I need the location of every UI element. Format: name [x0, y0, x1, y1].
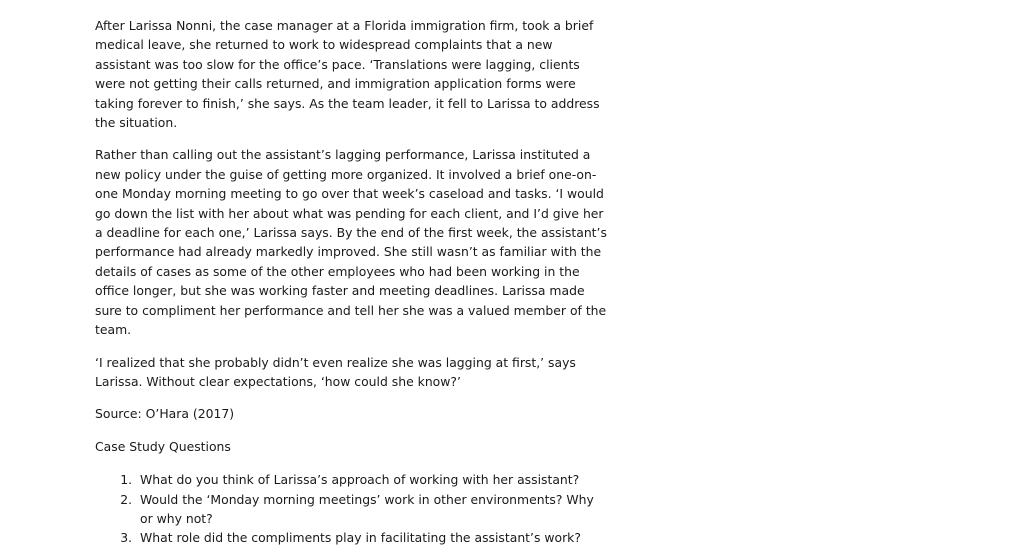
paragraph-quote: ‘I realized that she probably didn’t even realize she was lagging at first,’ says Larissa. Without clear expectations, ‘how could she know?’: [95, 354, 576, 389]
questions-heading: Case Study Questions: [95, 438, 231, 454]
question-item: 2. Would the ‘Monday morning meetings’ work in other environments? Why or why not?: [136, 490, 610, 529]
paragraph-intro: After Larissa Nonni, the case manager at a Florida immigration firm, took a brief medical leave, she returned to work to widespread complaints that a new assistant was too slow for the office’s pace. ‘Translations were lagging, clients were not getting their calls returned, and immigration application forms were taking forever to finish,’ she says. As the team leader, it fell to Larissa to address the situation.: [95, 18, 600, 131]
paragraph-policy: Rather than calling out the assistant’s lagging performance, Larissa instituted a new policy under the guise of getting more organized. It involved a brief one-on-one Monday morning meeting to go over that week’s caseload and tasks. ‘I would go down the list with her about what was pending for each client, and I’d give her a deadline for each one,’ Larissa says. By the end of the first week, the assistant’s performance had already markedly improved. She still wasn’t as familiar with the details of cases as some of the other employees who had been working in the office longer, but she was working faster and meeting deadlines. Larissa made sure to compliment her performance and tell her she was a valued member of the team.: [95, 147, 607, 338]
source-citation: Source: O’Hara (2017): [95, 406, 235, 422]
question-item: 1. What do you think of Larissa’s approach of working with her assistant?: [136, 470, 610, 489]
question-item: 3. What role did the compliments play in facilitating the assistant’s work?: [136, 528, 610, 547]
questions-list: [95, 470, 610, 548]
case-study-document: [95, 16, 610, 548]
